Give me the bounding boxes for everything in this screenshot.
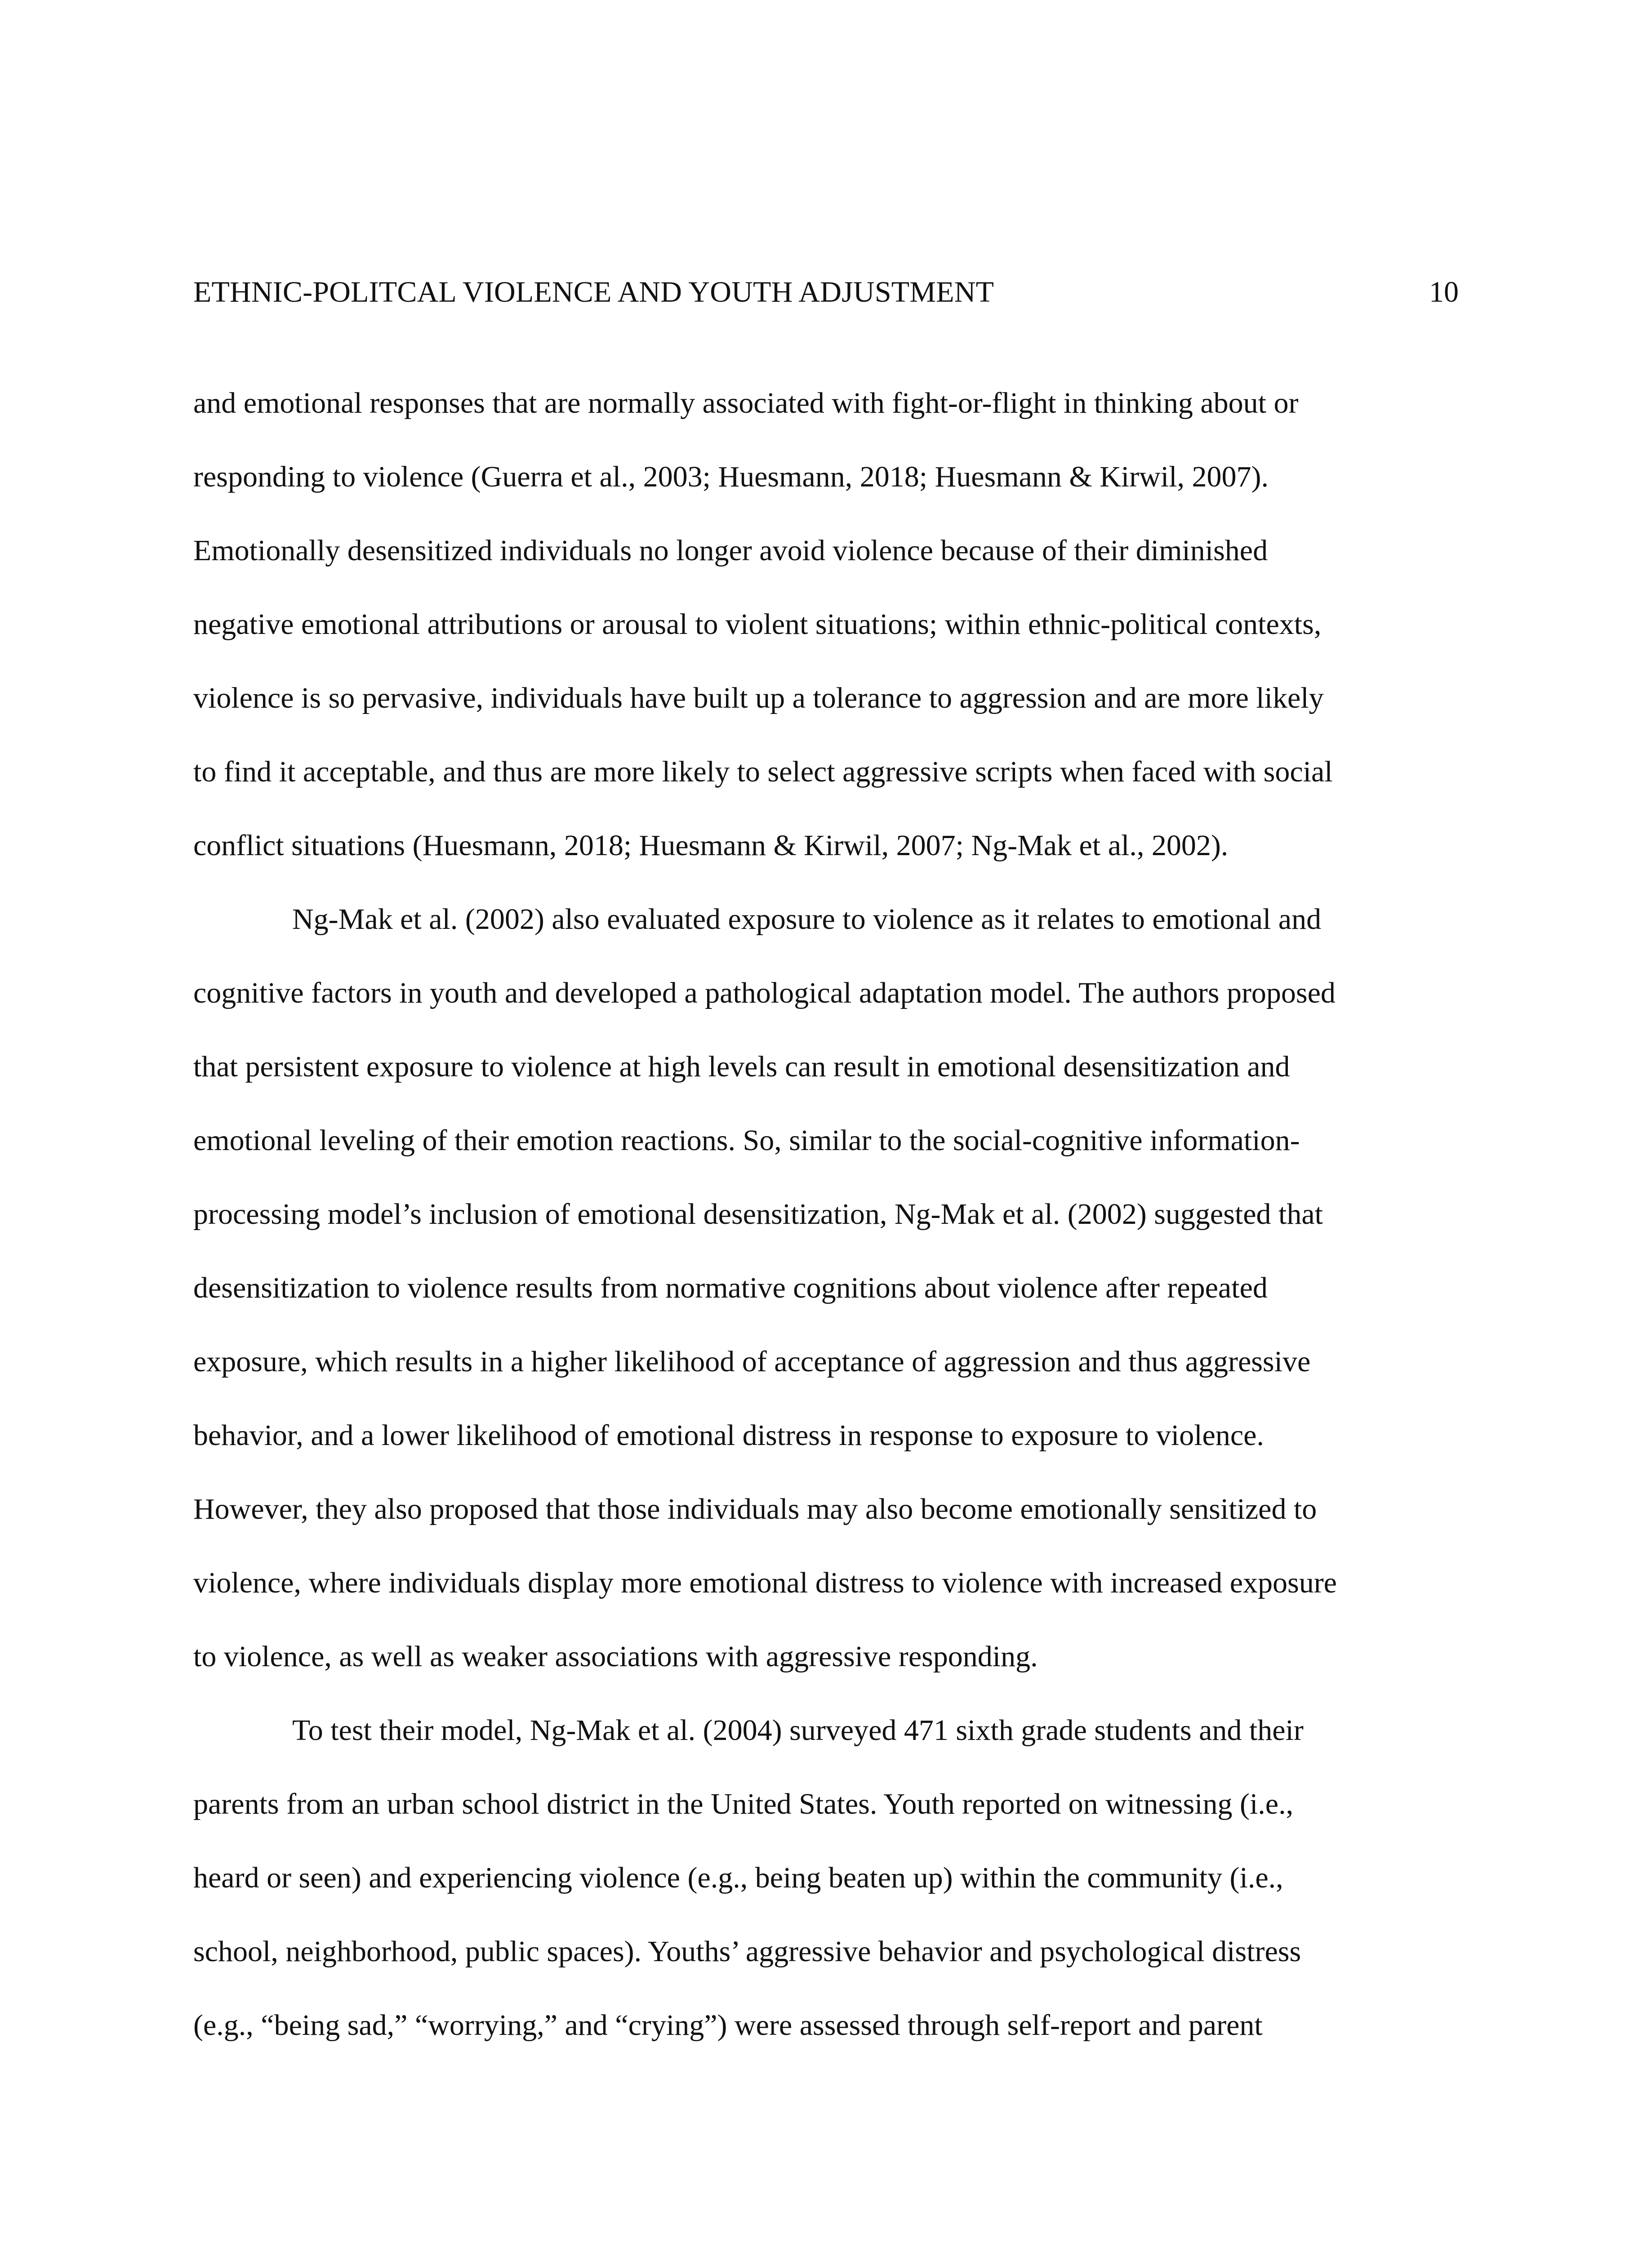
- text-line: negative emotional attributions or arousal to violent situations; within ethnic-political contexts,: [193, 608, 1322, 641]
- text-line: responding to violence (Guerra et al., 2003; Huesmann, 2018; Huesmann & Kirwil, 2007).: [193, 460, 1269, 493]
- page-number: 10: [1429, 276, 1459, 308]
- text-line: emotional leveling of their emotion reactions. So, similar to the social-cognitive information-: [193, 1124, 1300, 1157]
- text-line: processing model’s inclusion of emotional desensitization, Ng-Mak et al. (2002) suggested that: [193, 1198, 1323, 1231]
- text-line: violence, where individuals display more emotional distress to violence with increased exposure: [193, 1566, 1337, 1599]
- text-line: conflict situations (Huesmann, 2018; Huesmann & Kirwil, 2007; Ng-Mak et al., 2002).: [193, 829, 1229, 862]
- running-head-title: ETHNIC-POLITCAL VIOLENCE AND YOUTH ADJUSTMENT: [193, 276, 994, 308]
- text-line: Emotionally desensitized individuals no longer avoid violence because of their diminished: [193, 534, 1268, 567]
- text-line: cognitive factors in youth and developed a pathological adaptation model. The authors proposed: [193, 977, 1336, 1009]
- text-line: heard or seen) and experiencing violence (e.g., being beaten up) within the community (i.e.,: [193, 1861, 1283, 1894]
- running-head: [193, 270, 1459, 315]
- text-line: and emotional responses that are normally associated with fight-or-flight in thinking about or: [193, 387, 1299, 419]
- text-line: desensitization to violence results from normative cognitions about violence after repeated: [193, 1271, 1268, 1304]
- text-line: exposure, which results in a higher likelihood of acceptance of aggression and thus aggressive: [193, 1345, 1311, 1378]
- text-line: violence is so pervasive, individuals have built up a tolerance to aggression and are more likely: [193, 682, 1324, 714]
- text-line: that persistent exposure to violence at high levels can result in emotional desensitization and: [193, 1050, 1290, 1083]
- text-line: behavior, and a lower likelihood of emotional distress in response to exposure to violence.: [193, 1419, 1264, 1452]
- text-line: to violence, as well as weaker associations with aggressive responding.: [193, 1640, 1038, 1673]
- paragraph-first-line: To test their model, Ng-Mak et al. (2004) surveyed 471 sixth grade students and their: [292, 1714, 1304, 1747]
- text-line: (e.g., “being sad,” “worrying,” and “crying”) were assessed through self-report and parent: [193, 2009, 1263, 2042]
- text-line: However, they also proposed that those individuals may also become emotionally sensitized to: [193, 1493, 1317, 1525]
- paragraph-first-line: Ng-Mak et al. (2002) also evaluated exposure to violence as it relates to emotional and: [292, 903, 1322, 936]
- body-text: [193, 366, 1465, 2062]
- text-line: school, neighborhood, public spaces). Youths’ aggressive behavior and psychological distress: [193, 1935, 1301, 1968]
- text-line: to find it acceptable, and thus are more likely to select aggressive scripts when faced with social: [193, 755, 1333, 788]
- text-line: parents from an urban school district in the United States. Youth reported on witnessing (i.e.,: [193, 1788, 1294, 1820]
